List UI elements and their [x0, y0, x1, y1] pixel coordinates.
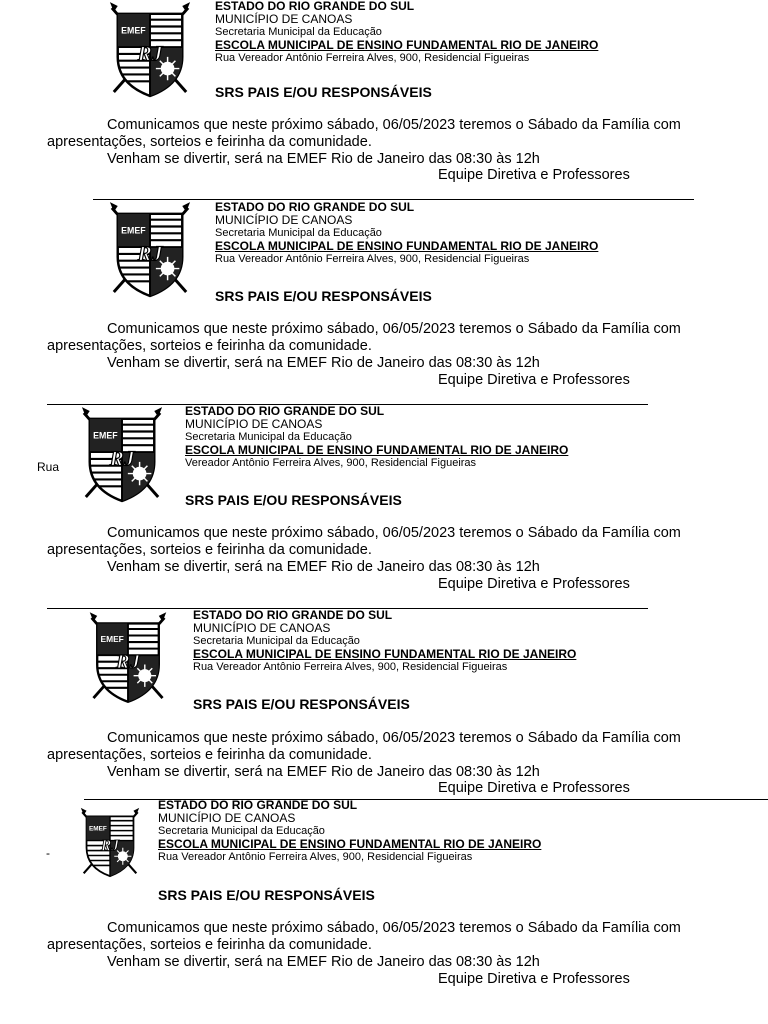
secretariat-name: Secretaria Municipal da Educação [185, 431, 352, 443]
municipality-name: MUNICÍPIO DE CANOAS [158, 811, 296, 825]
school-address: Vereador Antônio Ferreira Alves, 900, Residencial Figueiras [185, 457, 477, 469]
state-name: ESTADO DO RIO GRANDE DO SUL [215, 0, 415, 13]
school-address: Rua Vereador Antônio Ferreira Alves, 900, Residencial Figueiras [215, 52, 530, 64]
notice-title: SRS PAIS E/OU RESPONSÁVEIS [158, 887, 375, 903]
state-name: ESTADO DO RIO GRANDE DO SUL [185, 404, 385, 418]
notice-title: SRS PAIS E/OU RESPONSÁVEIS [215, 288, 432, 304]
notice-line-1: Comunicamos que neste próximo sábado, 06/05/2023 teremos o Sábado da Família com [107, 321, 681, 337]
school-crest-logo [106, 200, 194, 298]
letterhead [158, 799, 541, 864]
state-name: ESTADO DO RIO GRANDE DO SUL [215, 200, 415, 214]
municipality-name: MUNICÍPIO DE CANOAS [193, 621, 331, 635]
notice-signature: Equipe Diretiva e Professores [438, 167, 630, 183]
notice-line-2: apresentações, sorteios e feirinha da comunidade. [47, 747, 372, 763]
notice-line-2: apresentações, sorteios e feirinha da comunidade. [47, 338, 372, 354]
letterhead [185, 405, 568, 470]
school-address: Rua Vereador Antônio Ferreira Alves, 900, Residencial Figueiras [215, 253, 530, 265]
notice-line-3: Venham se divertir, será na EMEF Rio de Janeiro das 08:30 às 12h [107, 355, 540, 371]
notice-line-2: apresentações, sorteios e feirinha da comunidade. [47, 542, 372, 558]
notice-signature: Equipe Diretiva e Professores [438, 971, 630, 987]
stray-dash: - [46, 846, 50, 860]
school-name: ESCOLA MUNICIPAL DE ENSINO FUNDAMENTAL RIO DE JANEIRO [185, 443, 569, 457]
school-name: ESCOLA MUNICIPAL DE ENSINO FUNDAMENTAL RIO DE JANEIRO [193, 647, 577, 661]
school-name: ESCOLA MUNICIPAL DE ENSINO FUNDAMENTAL RIO DE JANEIRO [215, 38, 599, 52]
school-name: ESCOLA MUNICIPAL DE ENSINO FUNDAMENTAL RIO DE JANEIRO [158, 837, 542, 851]
notice-title: SRS PAIS E/OU RESPONSÁVEIS [215, 84, 432, 100]
notice-line-2: apresentações, sorteios e feirinha da comunidade. [47, 134, 372, 150]
school-address: Rua Vereador Antônio Ferreira Alves, 900, Residencial Figueiras [158, 851, 473, 863]
state-name: ESTADO DO RIO GRANDE DO SUL [158, 798, 358, 812]
notice-title: SRS PAIS E/OU RESPONSÁVEIS [193, 696, 410, 712]
address-prefix: Rua [37, 460, 60, 474]
notice-line-3: Venham se divertir, será na EMEF Rio de Janeiro das 08:30 às 12h [107, 151, 540, 167]
municipality-name: MUNICÍPIO DE CANOAS [215, 213, 353, 227]
notice-line-1: Comunicamos que neste próximo sábado, 06/05/2023 teremos o Sábado da Família com [107, 117, 681, 133]
municipality-name: MUNICÍPIO DE CANOAS [215, 12, 353, 26]
notice-line-3: Venham se divertir, será na EMEF Rio de Janeiro das 08:30 às 12h [107, 954, 540, 970]
notice-signature: Equipe Diretiva e Professores [438, 576, 630, 592]
secretariat-name: Secretaria Municipal da Educação [215, 227, 382, 239]
school-address: Rua Vereador Antônio Ferreira Alves, 900, Residencial Figueiras [193, 661, 508, 673]
school-crest-logo [78, 804, 142, 880]
secretariat-name: Secretaria Municipal da Educação [158, 825, 325, 837]
notice-line-1: Comunicamos que neste próximo sábado, 06/05/2023 teremos o Sábado da Família com [107, 525, 681, 541]
school-crest-logo [78, 405, 166, 503]
notice-line-3: Venham se divertir, será na EMEF Rio de Janeiro das 08:30 às 12h [107, 559, 540, 575]
notice-line-1: Comunicamos que neste próximo sábado, 06/05/2023 teremos o Sábado da Família com [107, 730, 681, 746]
secretariat-name: Secretaria Municipal da Educação [193, 635, 360, 647]
notice-signature: Equipe Diretiva e Professores [438, 780, 630, 796]
notice-line-2: apresentações, sorteios e feirinha da comunidade. [47, 937, 372, 953]
letterhead [193, 609, 576, 674]
notice-line-3: Venham se divertir, será na EMEF Rio de Janeiro das 08:30 às 12h [107, 764, 540, 780]
school-crest-logo [106, 0, 194, 98]
notice-line-1: Comunicamos que neste próximo sábado, 06/05/2023 teremos o Sábado da Família com [107, 920, 681, 936]
school-crest-logo [86, 609, 170, 705]
state-name: ESTADO DO RIO GRANDE DO SUL [193, 608, 393, 622]
municipality-name: MUNICÍPIO DE CANOAS [185, 417, 323, 431]
letterhead [215, 201, 598, 266]
notice-title: SRS PAIS E/OU RESPONSÁVEIS [185, 492, 402, 508]
school-name: ESCOLA MUNICIPAL DE ENSINO FUNDAMENTAL RIO DE JANEIRO [215, 239, 599, 253]
letterhead [215, 0, 598, 65]
secretariat-name: Secretaria Municipal da Educação [215, 26, 382, 38]
notice-signature: Equipe Diretiva e Professores [438, 372, 630, 388]
